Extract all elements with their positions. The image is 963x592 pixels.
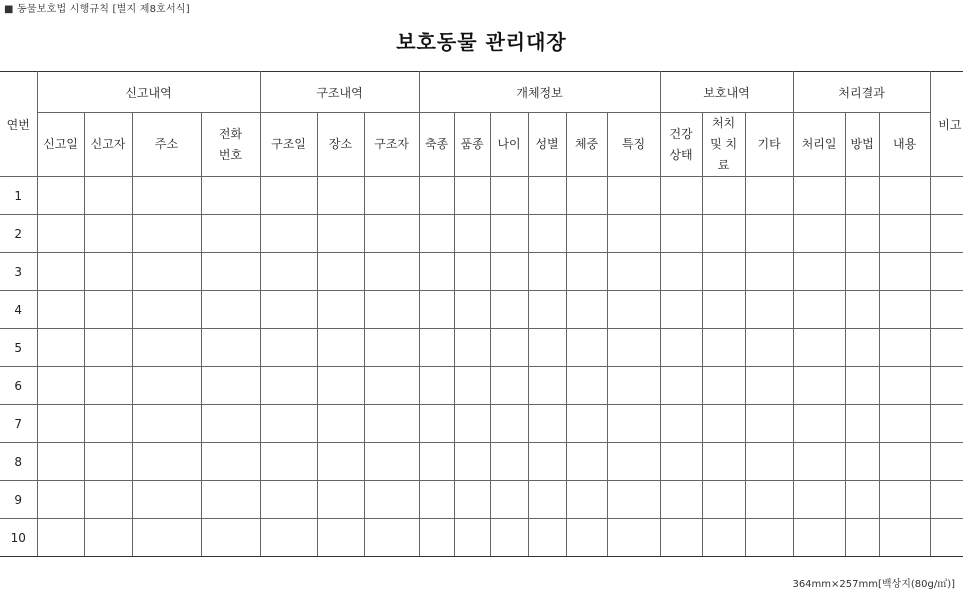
entry-cell[interactable] (793, 253, 845, 291)
entry-cell[interactable] (454, 481, 490, 519)
col-header: 처치 및 치 료 (702, 113, 745, 177)
entry-cell[interactable] (260, 329, 317, 367)
row-number: 4 (0, 291, 37, 329)
entry-cell[interactable] (528, 329, 566, 367)
entry-cell[interactable] (364, 291, 419, 329)
group-header-protection: 보호내역 (660, 72, 793, 113)
entry-cell[interactable] (879, 367, 930, 405)
entry-cell[interactable] (84, 253, 132, 291)
entry-cell[interactable] (793, 215, 845, 253)
col-header: 방법 (845, 113, 879, 177)
entry-cell[interactable] (660, 367, 702, 405)
table-row (0, 177, 963, 215)
entry-cell[interactable] (132, 367, 201, 405)
entry-cell[interactable] (879, 177, 930, 215)
entry-cell[interactable] (364, 443, 419, 481)
entry-cell[interactable] (702, 215, 745, 253)
entry-cell[interactable] (490, 367, 528, 405)
entry-cell[interactable] (317, 177, 364, 215)
col-header: 건강 상태 (660, 113, 702, 177)
entry-cell[interactable] (201, 405, 260, 443)
entry-cell[interactable] (879, 291, 930, 329)
entry-cell[interactable] (607, 443, 660, 481)
col-header-remarks: 비고 (930, 72, 963, 177)
entry-cell[interactable] (702, 291, 745, 329)
entry-cell[interactable] (607, 519, 660, 557)
entry-cell[interactable] (364, 367, 419, 405)
entry-cell[interactable] (660, 291, 702, 329)
entry-cell[interactable] (490, 443, 528, 481)
entry-cell[interactable] (37, 291, 84, 329)
entry-cell[interactable] (845, 405, 879, 443)
row-number: 3 (0, 253, 37, 291)
entry-cell[interactable] (793, 519, 845, 557)
entry-cell[interactable] (702, 443, 745, 481)
entry-cell[interactable] (528, 215, 566, 253)
col-header: 장소 (317, 113, 364, 177)
entry-cell[interactable] (201, 253, 260, 291)
entry-cell[interactable] (528, 443, 566, 481)
entry-cell[interactable] (879, 329, 930, 367)
entry-cell[interactable] (879, 215, 930, 253)
entry-cell[interactable] (317, 291, 364, 329)
entry-cell[interactable] (84, 405, 132, 443)
form-reference-note: ■ 동물보호법 시행규칙 [별지 제8호서식] (4, 4, 190, 15)
col-header: 처리일 (793, 113, 845, 177)
entry-cell[interactable] (566, 367, 607, 405)
entry-cell[interactable] (132, 519, 201, 557)
entry-cell[interactable] (660, 443, 702, 481)
entry-cell[interactable] (132, 215, 201, 253)
entry-cell[interactable] (702, 177, 745, 215)
col-header: 신고자 (84, 113, 132, 177)
entry-cell[interactable] (419, 405, 454, 443)
entry-cell[interactable] (419, 329, 454, 367)
paper-spec-note: 364mm×257mm[백상지(80g/㎡)] (792, 579, 955, 590)
entry-cell[interactable] (364, 519, 419, 557)
entry-cell[interactable] (845, 519, 879, 557)
col-header: 구조일 (260, 113, 317, 177)
entry-cell[interactable] (317, 481, 364, 519)
entry-cell[interactable] (132, 177, 201, 215)
entry-cell[interactable] (607, 253, 660, 291)
entry-cell[interactable] (607, 367, 660, 405)
entry-cell[interactable] (364, 405, 419, 443)
entry-cell[interactable] (260, 405, 317, 443)
row-number: 8 (0, 443, 37, 481)
entry-cell[interactable] (37, 443, 84, 481)
entry-cell[interactable] (702, 253, 745, 291)
col-header: 나이 (490, 113, 528, 177)
entry-cell[interactable] (607, 215, 660, 253)
entry-cell[interactable] (364, 177, 419, 215)
entry-cell[interactable] (37, 329, 84, 367)
entry-cell[interactable] (364, 215, 419, 253)
entry-cell[interactable] (490, 253, 528, 291)
group-header-animal-info: 개체정보 (419, 72, 660, 113)
entry-cell[interactable] (879, 519, 930, 557)
entry-cell[interactable] (84, 443, 132, 481)
entry-cell[interactable] (566, 405, 607, 443)
entry-cell[interactable] (607, 405, 660, 443)
entry-cell[interactable] (317, 443, 364, 481)
entry-cell[interactable] (84, 291, 132, 329)
entry-cell[interactable] (201, 367, 260, 405)
entry-cell[interactable] (528, 367, 566, 405)
entry-cell[interactable] (490, 291, 528, 329)
entry-cell[interactable] (845, 291, 879, 329)
entry-cell[interactable] (37, 253, 84, 291)
entry-cell[interactable] (454, 253, 490, 291)
entry-cell[interactable] (260, 253, 317, 291)
remarks-cell[interactable] (930, 443, 963, 481)
entry-cell[interactable] (364, 253, 419, 291)
entry-cell[interactable] (793, 405, 845, 443)
entry-cell[interactable] (317, 519, 364, 557)
entry-cell[interactable] (660, 519, 702, 557)
col-header: 내용 (879, 113, 930, 177)
entry-cell[interactable] (260, 367, 317, 405)
entry-cell[interactable] (454, 519, 490, 557)
col-header: 주소 (132, 113, 201, 177)
col-header: 축종 (419, 113, 454, 177)
entry-cell[interactable] (528, 405, 566, 443)
entry-cell[interactable] (201, 177, 260, 215)
entry-cell[interactable] (793, 481, 845, 519)
table-row (0, 367, 963, 405)
entry-cell[interactable] (419, 177, 454, 215)
entry-cell[interactable] (201, 443, 260, 481)
remarks-cell[interactable] (930, 291, 963, 329)
entry-cell[interactable] (528, 253, 566, 291)
entry-cell[interactable] (745, 291, 793, 329)
col-header: 구조자 (364, 113, 419, 177)
entry-cell[interactable] (37, 519, 84, 557)
entry-cell[interactable] (745, 253, 793, 291)
row-number: 10 (0, 519, 37, 557)
entry-cell[interactable] (37, 177, 84, 215)
row-number: 6 (0, 367, 37, 405)
col-header: 특징 (607, 113, 660, 177)
entry-cell[interactable] (37, 405, 84, 443)
table-row (0, 329, 963, 367)
entry-cell[interactable] (879, 405, 930, 443)
entry-cell[interactable] (490, 329, 528, 367)
entry-cell[interactable] (419, 443, 454, 481)
entry-cell[interactable] (132, 405, 201, 443)
entry-cell[interactable] (260, 177, 317, 215)
entry-cell[interactable] (845, 443, 879, 481)
entry-cell[interactable] (419, 215, 454, 253)
entry-cell[interactable] (745, 215, 793, 253)
row-number: 7 (0, 405, 37, 443)
entry-cell[interactable] (845, 481, 879, 519)
remarks-cell[interactable] (930, 519, 963, 557)
table-row (0, 253, 963, 291)
col-header-no: 연번 (0, 72, 37, 177)
entry-cell[interactable] (566, 329, 607, 367)
entry-cell[interactable] (419, 519, 454, 557)
entry-cell[interactable] (879, 481, 930, 519)
entry-cell[interactable] (528, 177, 566, 215)
table-row (0, 481, 963, 519)
entry-cell[interactable] (745, 443, 793, 481)
entry-cell[interactable] (317, 215, 364, 253)
entry-cell[interactable] (702, 481, 745, 519)
entry-cell[interactable] (660, 405, 702, 443)
group-header-report: 신고내역 (37, 72, 260, 113)
entry-cell[interactable] (37, 481, 84, 519)
entry-cell[interactable] (84, 367, 132, 405)
row-number: 9 (0, 481, 37, 519)
entry-cell[interactable] (132, 329, 201, 367)
entry-cell[interactable] (793, 443, 845, 481)
group-header-rescue: 구조내역 (260, 72, 419, 113)
table-row (0, 291, 963, 329)
remarks-cell[interactable] (930, 481, 963, 519)
col-header: 기타 (745, 113, 793, 177)
col-header: 체중 (566, 113, 607, 177)
entry-cell[interactable] (845, 367, 879, 405)
entry-cell[interactable] (419, 291, 454, 329)
entry-cell[interactable] (566, 443, 607, 481)
entry-cell[interactable] (317, 329, 364, 367)
entry-cell[interactable] (132, 481, 201, 519)
entry-cell[interactable] (84, 329, 132, 367)
entry-cell[interactable] (317, 405, 364, 443)
entry-cell[interactable] (364, 329, 419, 367)
entry-cell[interactable] (201, 519, 260, 557)
remarks-cell[interactable] (930, 405, 963, 443)
entry-cell[interactable] (607, 177, 660, 215)
entry-cell[interactable] (566, 481, 607, 519)
entry-cell[interactable] (454, 177, 490, 215)
row-number: 1 (0, 177, 37, 215)
entry-cell[interactable] (845, 215, 879, 253)
entry-cell[interactable] (132, 291, 201, 329)
entry-cell[interactable] (607, 329, 660, 367)
entry-cell[interactable] (490, 177, 528, 215)
table-row (0, 405, 963, 443)
entry-cell[interactable] (528, 519, 566, 557)
entry-cell[interactable] (454, 215, 490, 253)
entry-cell[interactable] (132, 253, 201, 291)
entry-cell[interactable] (879, 253, 930, 291)
table-row (0, 443, 963, 481)
entry-cell[interactable] (528, 291, 566, 329)
entry-cell[interactable] (260, 519, 317, 557)
entry-cell[interactable] (490, 215, 528, 253)
entry-cell[interactable] (454, 443, 490, 481)
entry-cell[interactable] (793, 177, 845, 215)
entry-cell[interactable] (702, 367, 745, 405)
page-title: 보호동물 관리대장 (396, 30, 567, 54)
entry-cell[interactable] (566, 177, 607, 215)
entry-cell[interactable] (260, 215, 317, 253)
entry-cell[interactable] (419, 253, 454, 291)
entry-cell[interactable] (317, 367, 364, 405)
entry-cell[interactable] (454, 291, 490, 329)
entry-cell[interactable] (566, 215, 607, 253)
entry-cell[interactable] (745, 367, 793, 405)
remarks-cell[interactable] (930, 367, 963, 405)
entry-cell[interactable] (745, 481, 793, 519)
col-header: 전화 번호 (201, 113, 260, 177)
entry-cell[interactable] (454, 405, 490, 443)
entry-cell[interactable] (364, 481, 419, 519)
entry-cell[interactable] (490, 405, 528, 443)
entry-cell[interactable] (793, 291, 845, 329)
table-row (0, 215, 963, 253)
entry-cell[interactable] (607, 481, 660, 519)
entry-cell[interactable] (566, 253, 607, 291)
register-table (0, 71, 963, 557)
col-header: 품종 (454, 113, 490, 177)
entry-cell[interactable] (37, 367, 84, 405)
entry-cell[interactable] (793, 329, 845, 367)
remarks-cell[interactable] (930, 253, 963, 291)
entry-cell[interactable] (660, 177, 702, 215)
entry-cell[interactable] (260, 443, 317, 481)
entry-cell[interactable] (419, 367, 454, 405)
entry-cell[interactable] (454, 329, 490, 367)
entry-cell[interactable] (84, 177, 132, 215)
entry-cell[interactable] (660, 481, 702, 519)
entry-cell[interactable] (201, 481, 260, 519)
entry-cell[interactable] (745, 519, 793, 557)
entry-cell[interactable] (37, 215, 84, 253)
entry-cell[interactable] (745, 177, 793, 215)
entry-cell[interactable] (260, 291, 317, 329)
entry-cell[interactable] (201, 291, 260, 329)
remarks-cell[interactable] (930, 329, 963, 367)
entry-cell[interactable] (84, 519, 132, 557)
entry-cell[interactable] (454, 367, 490, 405)
group-header-disposition: 처리결과 (793, 72, 930, 113)
entry-cell[interactable] (745, 405, 793, 443)
entry-cell[interactable] (607, 291, 660, 329)
entry-cell[interactable] (660, 215, 702, 253)
entry-cell[interactable] (879, 443, 930, 481)
entry-cell[interactable] (84, 481, 132, 519)
row-number: 2 (0, 215, 37, 253)
entry-cell[interactable] (793, 367, 845, 405)
entry-cell[interactable] (201, 329, 260, 367)
entry-cell[interactable] (566, 519, 607, 557)
table-row (0, 519, 963, 557)
entry-cell[interactable] (845, 253, 879, 291)
entry-cell[interactable] (201, 215, 260, 253)
entry-cell[interactable] (702, 405, 745, 443)
entry-cell[interactable] (660, 329, 702, 367)
col-header: 성별 (528, 113, 566, 177)
col-header: 신고일 (37, 113, 84, 177)
remarks-cell[interactable] (930, 215, 963, 253)
entry-cell[interactable] (660, 253, 702, 291)
entry-cell[interactable] (84, 215, 132, 253)
entry-cell[interactable] (845, 177, 879, 215)
remarks-cell[interactable] (930, 177, 963, 215)
entry-cell[interactable] (845, 329, 879, 367)
entry-cell[interactable] (260, 481, 317, 519)
entry-cell[interactable] (132, 443, 201, 481)
entry-cell[interactable] (702, 519, 745, 557)
entry-cell[interactable] (745, 329, 793, 367)
entry-cell[interactable] (490, 519, 528, 557)
entry-cell[interactable] (317, 253, 364, 291)
entry-cell[interactable] (566, 291, 607, 329)
entry-cell[interactable] (702, 329, 745, 367)
entry-cell[interactable] (528, 481, 566, 519)
entry-cell[interactable] (490, 481, 528, 519)
row-number: 5 (0, 329, 37, 367)
entry-cell[interactable] (419, 481, 454, 519)
